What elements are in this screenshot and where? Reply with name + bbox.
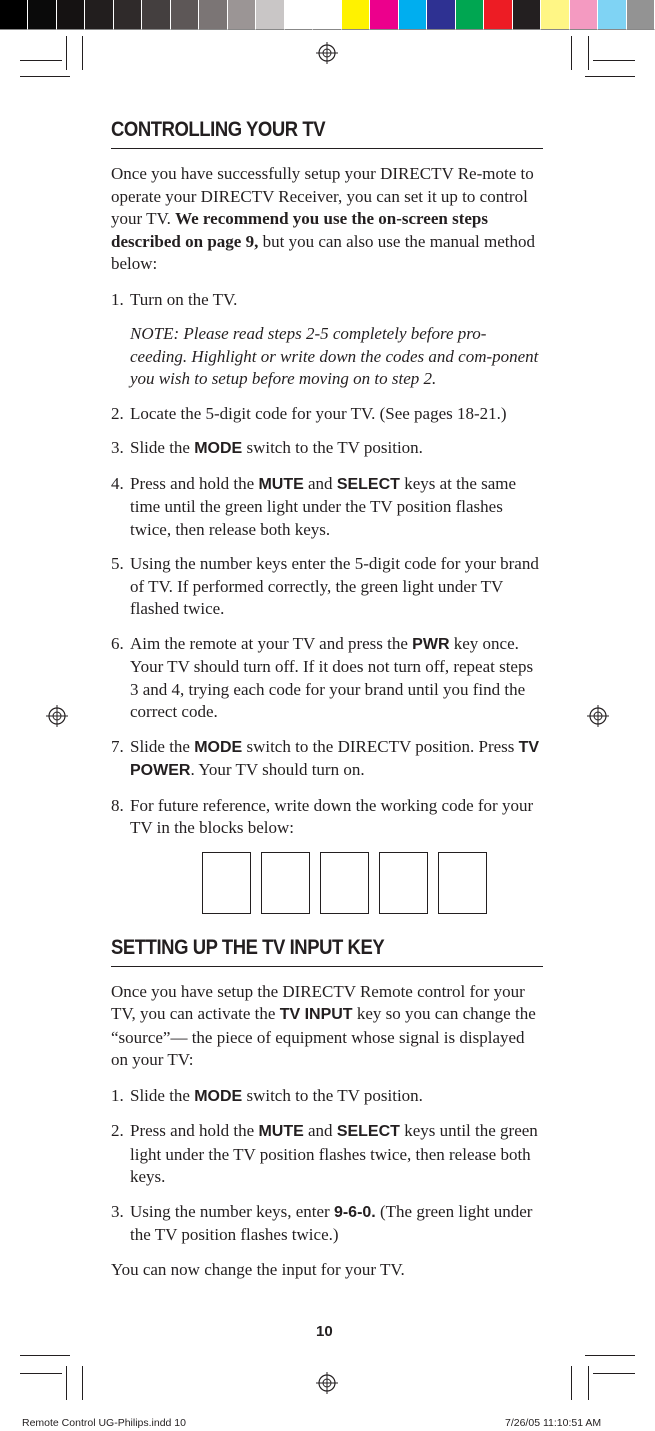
file-slug: Remote Control UG-Philips.indd 10 bbox=[22, 1417, 186, 1429]
section-heading-tv-input-key: SETTING UP THE TV INPUT KEY bbox=[111, 935, 385, 959]
step-text: Aim the remote at your TV and press the bbox=[130, 633, 413, 653]
color-swatch bbox=[570, 0, 598, 30]
code-digit-box bbox=[202, 852, 251, 914]
color-swatch bbox=[427, 0, 455, 30]
step-item bbox=[111, 633, 543, 724]
color-swatch bbox=[370, 0, 398, 30]
color-swatch bbox=[484, 0, 512, 30]
key-label: TV POWER bbox=[130, 738, 540, 779]
intro-text: key so you can change the “source”— the piece of equipment whose signal is displayed on your TV: bbox=[111, 1004, 536, 1069]
code-digit-box bbox=[261, 852, 310, 914]
step-number: 7. bbox=[111, 736, 124, 756]
color-swatch bbox=[171, 0, 199, 30]
crop-mark bbox=[66, 1366, 67, 1400]
crop-mark bbox=[20, 60, 62, 61]
key-label: 9-6-0. bbox=[333, 1203, 376, 1221]
color-swatch bbox=[342, 0, 370, 30]
step-item bbox=[111, 553, 543, 621]
step-text: and bbox=[303, 473, 337, 493]
color-swatch bbox=[142, 0, 170, 30]
key-label: SELECT bbox=[336, 475, 400, 493]
step-item bbox=[111, 1085, 543, 1109]
crop-mark bbox=[20, 76, 70, 77]
page-content bbox=[111, 118, 543, 1281]
step-text: switch to the DIRECTV position. Press bbox=[242, 736, 519, 756]
closing-paragraph: You can now change the input for your TV. bbox=[111, 1259, 405, 1279]
key-label: PWR bbox=[412, 635, 450, 653]
step-number: 5. bbox=[111, 554, 124, 573]
crop-mark bbox=[571, 1366, 572, 1400]
step-text: switch to the TV position. bbox=[242, 438, 423, 457]
step-item bbox=[111, 1120, 543, 1189]
crop-mark bbox=[82, 1366, 83, 1400]
crop-mark bbox=[66, 36, 67, 70]
color-swatch bbox=[627, 0, 655, 30]
step-item bbox=[111, 473, 543, 542]
crop-mark bbox=[571, 36, 572, 70]
step-number: 4. bbox=[111, 473, 124, 493]
color-swatch bbox=[85, 0, 113, 30]
intro-text: Once you have successfully setup your DIRECTV Re-mote to operate your DIRECTV Receiver, you can set it up to control your TV. bbox=[111, 164, 534, 228]
color-calibration-bar bbox=[0, 0, 655, 32]
crop-mark bbox=[585, 1355, 635, 1356]
crop-mark bbox=[585, 76, 635, 77]
step-text: (The green light under the TV position flashes twice.) bbox=[130, 1201, 533, 1244]
step-number: 2. bbox=[111, 1121, 124, 1140]
color-swatch bbox=[456, 0, 484, 30]
registration-mark-icon bbox=[46, 705, 68, 727]
step-item bbox=[111, 795, 543, 840]
step-text: Using the number keys, enter bbox=[130, 1201, 334, 1221]
key-label: SELECT bbox=[336, 1123, 400, 1140]
step-item bbox=[111, 1201, 543, 1247]
step-text: keys until the green light under the TV position flashes twice, then release both keys. bbox=[130, 1121, 538, 1186]
step-item bbox=[111, 403, 543, 426]
color-swatch bbox=[256, 0, 284, 30]
key-label: TV INPUT bbox=[279, 1006, 353, 1023]
registration-mark-icon bbox=[316, 1372, 338, 1394]
step-text: Using the number keys enter the 5-digit code for your brand of TV. If performed correctly, the green light under TV flashed twice. bbox=[130, 554, 539, 618]
code-digit-box bbox=[438, 852, 487, 914]
crop-mark bbox=[82, 36, 83, 70]
step-text: Turn on the TV. bbox=[130, 289, 238, 309]
section-heading-controlling-tv: CONTROLLING YOUR TV bbox=[111, 118, 326, 141]
intro-paragraph bbox=[111, 163, 543, 276]
step-text: Locate the 5-digit code for your TV. (See pages 18-21.) bbox=[130, 403, 507, 423]
step-text: Slide the bbox=[130, 438, 195, 457]
step-text: Slide the bbox=[130, 1085, 195, 1105]
key-label: MODE bbox=[194, 1087, 243, 1105]
code-entry-blocks bbox=[202, 852, 543, 914]
color-swatch bbox=[228, 0, 256, 30]
key-label: MUTE bbox=[258, 475, 304, 493]
page-number: 10 bbox=[316, 1323, 333, 1340]
color-swatch bbox=[28, 0, 56, 30]
crop-mark bbox=[593, 60, 635, 61]
step-text: Press and hold the bbox=[130, 473, 259, 493]
color-swatch bbox=[399, 0, 427, 30]
crop-mark bbox=[593, 1373, 635, 1374]
registration-mark-icon bbox=[316, 42, 338, 64]
step-text: Slide the bbox=[130, 736, 195, 756]
color-swatch bbox=[598, 0, 626, 30]
step-item bbox=[111, 736, 543, 783]
crop-mark bbox=[588, 36, 589, 70]
step-text: keys at the same time until the green light under the TV position flashes twice, then release both keys. bbox=[130, 473, 517, 539]
crop-mark bbox=[20, 1373, 62, 1374]
key-label: MUTE bbox=[258, 1123, 304, 1140]
color-swatch bbox=[0, 0, 28, 30]
step-text: switch to the TV position. bbox=[242, 1085, 423, 1105]
color-swatch bbox=[114, 0, 142, 30]
step-number: 3. bbox=[111, 438, 124, 457]
step-text: Press and hold the bbox=[130, 1121, 259, 1140]
intro-text: Once you have setup the DIRECTV Remote control for your TV, you can activate the bbox=[111, 981, 525, 1023]
step-number: 8. bbox=[111, 795, 124, 815]
color-swatch bbox=[513, 0, 541, 30]
intro-paragraph bbox=[111, 981, 543, 1072]
step-item bbox=[111, 437, 543, 461]
crop-mark bbox=[20, 1355, 70, 1356]
note-text: NOTE: Please read steps 2-5 completely before pro-ceeding. Highlight or write down the codes and com-ponent you wish to setup before moving on to step 2. bbox=[130, 324, 539, 388]
step-number: 2. bbox=[111, 403, 124, 423]
color-swatch bbox=[541, 0, 569, 30]
crop-mark bbox=[588, 1366, 589, 1400]
step-text: . Your TV should turn on. bbox=[190, 760, 365, 779]
step-number: 1. bbox=[111, 1085, 124, 1105]
step-item bbox=[111, 289, 543, 312]
step-text: key once. Your TV should turn off. If it does not turn off, repeat steps 3 and 4, trying each code for your brand until you find the correct code. bbox=[130, 633, 534, 721]
heading-rule bbox=[111, 148, 543, 149]
color-swatch bbox=[199, 0, 227, 30]
timestamp-slug: 7/26/05 11:10:51 AM bbox=[505, 1417, 602, 1429]
key-label: MODE bbox=[194, 440, 243, 457]
color-swatch bbox=[313, 0, 341, 30]
step-number: 1. bbox=[111, 289, 124, 309]
heading-rule bbox=[111, 966, 543, 967]
code-digit-box bbox=[320, 852, 369, 914]
step-text: For future reference, write down the working code for your TV in the blocks below: bbox=[130, 795, 534, 837]
color-swatch bbox=[285, 0, 313, 30]
key-label: MODE bbox=[194, 738, 243, 756]
color-swatch bbox=[57, 0, 85, 30]
code-digit-box bbox=[379, 852, 428, 914]
step-number: 3. bbox=[111, 1201, 124, 1221]
intro-bold-text: We recommend you use the on-screen steps described on page 9, bbox=[111, 209, 488, 251]
intro-text: but you can also use the manual method below: bbox=[111, 231, 536, 273]
registration-mark-icon bbox=[587, 705, 609, 727]
step-text: and bbox=[303, 1121, 337, 1140]
step-number: 6. bbox=[111, 633, 124, 653]
